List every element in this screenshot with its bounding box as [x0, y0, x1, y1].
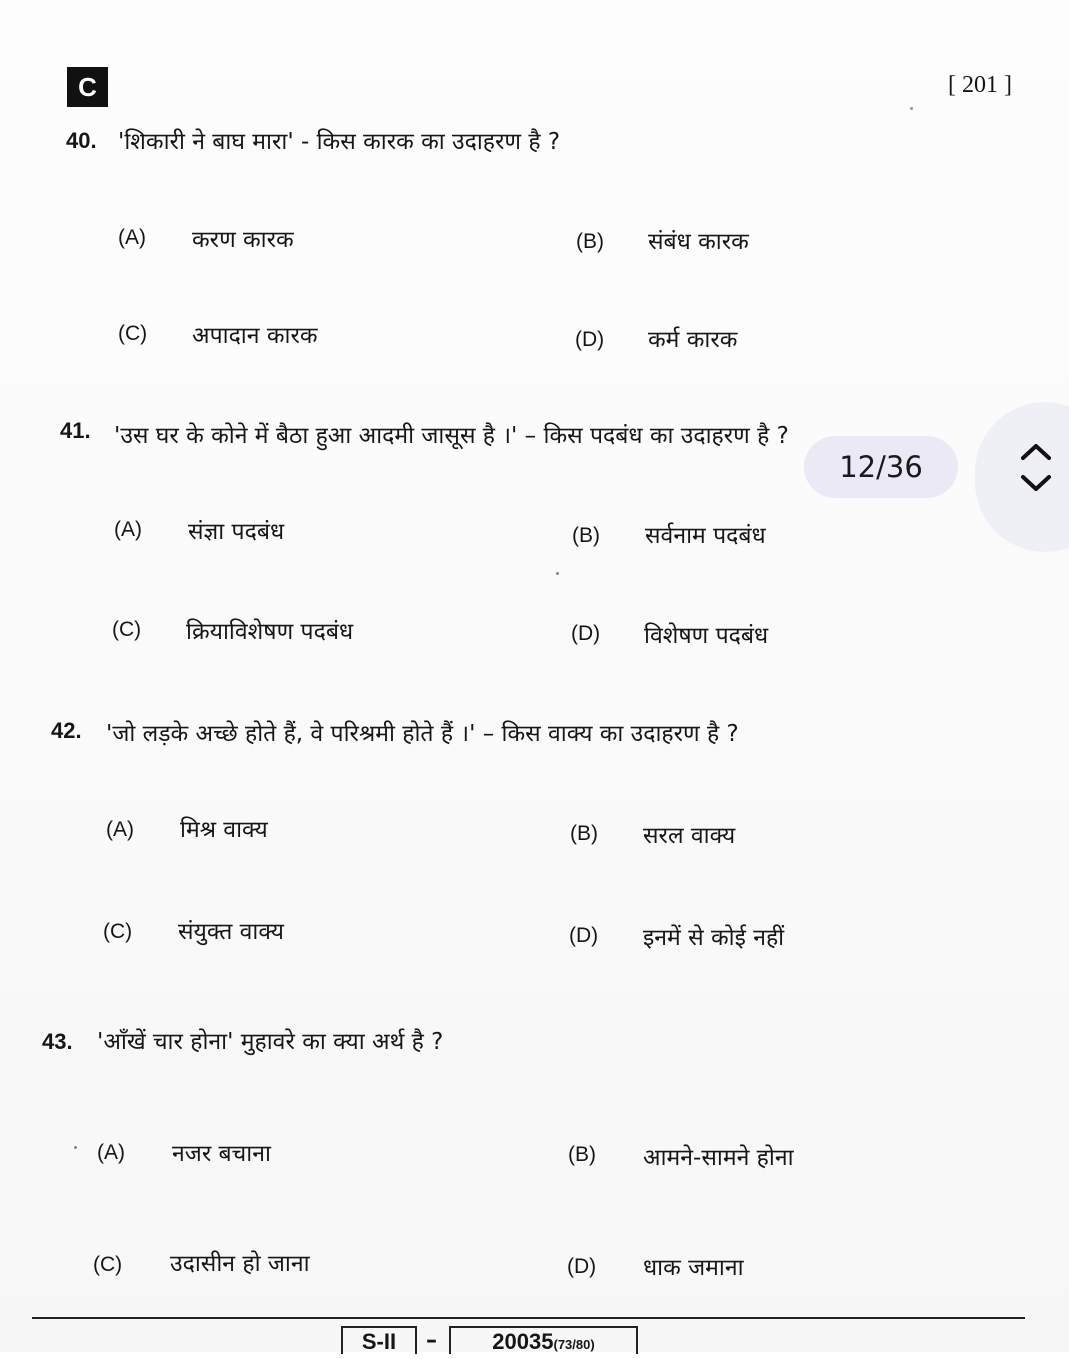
- option-label: (C): [103, 920, 133, 943]
- footer-dash: –: [426, 1328, 437, 1353]
- question-number: 40.: [66, 128, 97, 153]
- series-box: S-II: [341, 1326, 417, 1354]
- question-number: 43.: [42, 1029, 73, 1054]
- option-text: अपादान कारक: [192, 323, 318, 349]
- option-text: संयुक्त वाक्य: [178, 919, 285, 945]
- question-text: 'जो लड़के अच्छे होते हैं, वे परिश्रमी होते हैं ।' – किस वाक्य का उदाहरण है ?: [106, 721, 739, 747]
- page-indicator: 12/36: [804, 436, 958, 498]
- chevron-up-icon[interactable]: [1019, 440, 1053, 462]
- option-text: संज्ञा पदबंध: [188, 519, 285, 545]
- option-text: सरल वाक्य: [643, 823, 736, 849]
- option-text: करण कारक: [192, 227, 294, 253]
- question-number: 41.: [60, 418, 91, 443]
- question-text: 'आँखें चार होना' मुहावरे का क्या अर्थ है ?: [97, 1029, 444, 1055]
- question-text: 'शिकारी ने बाघ मारा' - किस कारक का उदाहरण है ?: [118, 129, 561, 155]
- option-label: (A): [114, 518, 142, 541]
- option-text: मिश्र वाक्य: [180, 817, 268, 843]
- option-label: (A): [106, 818, 134, 841]
- footer-rule: [32, 1317, 1025, 1319]
- paper-code-main: 20035: [492, 1329, 554, 1354]
- speck: [910, 107, 913, 110]
- option-label: (B): [568, 1143, 596, 1166]
- option-text: इनमें से कोई नहीं: [643, 925, 785, 951]
- option-text: आमने-सामने होना: [643, 1145, 794, 1171]
- paper-code-box: [449, 1326, 638, 1354]
- set-badge: C: [67, 67, 108, 107]
- option-text: सर्वनाम पदबंध: [645, 523, 766, 549]
- option-label: (B): [576, 230, 604, 253]
- question-number: 42.: [51, 718, 82, 743]
- option-text: संबंध कारक: [648, 229, 749, 255]
- chevron-down-icon[interactable]: [1019, 473, 1053, 495]
- option-text: नजर बचाना: [172, 1141, 271, 1167]
- option-label: (D): [575, 328, 605, 351]
- option-label: (C): [93, 1253, 123, 1276]
- option-label: (A): [118, 226, 146, 249]
- option-text: क्रियाविशेषण पदबंध: [186, 619, 354, 645]
- option-label: (B): [572, 524, 600, 547]
- option-text: उदासीन हो जाना: [170, 1251, 310, 1277]
- option-text: विशेषण पदबंध: [644, 623, 769, 649]
- option-label: (D): [569, 924, 599, 947]
- option-label: (C): [118, 322, 148, 345]
- speck: [74, 1146, 77, 1149]
- question-text: 'उस घर के कोने में बैठा हुआ आदमी जासूस है ।' – किस पदबंध का उदाहरण है ?: [114, 423, 789, 449]
- paper-code: [ 201 ]: [948, 72, 1012, 98]
- paper-code-sub: (73/80): [553, 1337, 595, 1352]
- option-text: कर्म कारक: [648, 327, 738, 353]
- option-label: (D): [567, 1255, 597, 1278]
- option-label: (C): [112, 618, 142, 641]
- option-label: (B): [570, 822, 598, 845]
- option-text: धाक जमाना: [643, 1255, 744, 1281]
- speck: [556, 572, 559, 575]
- option-label: (D): [571, 622, 601, 645]
- option-label: (A): [97, 1141, 125, 1164]
